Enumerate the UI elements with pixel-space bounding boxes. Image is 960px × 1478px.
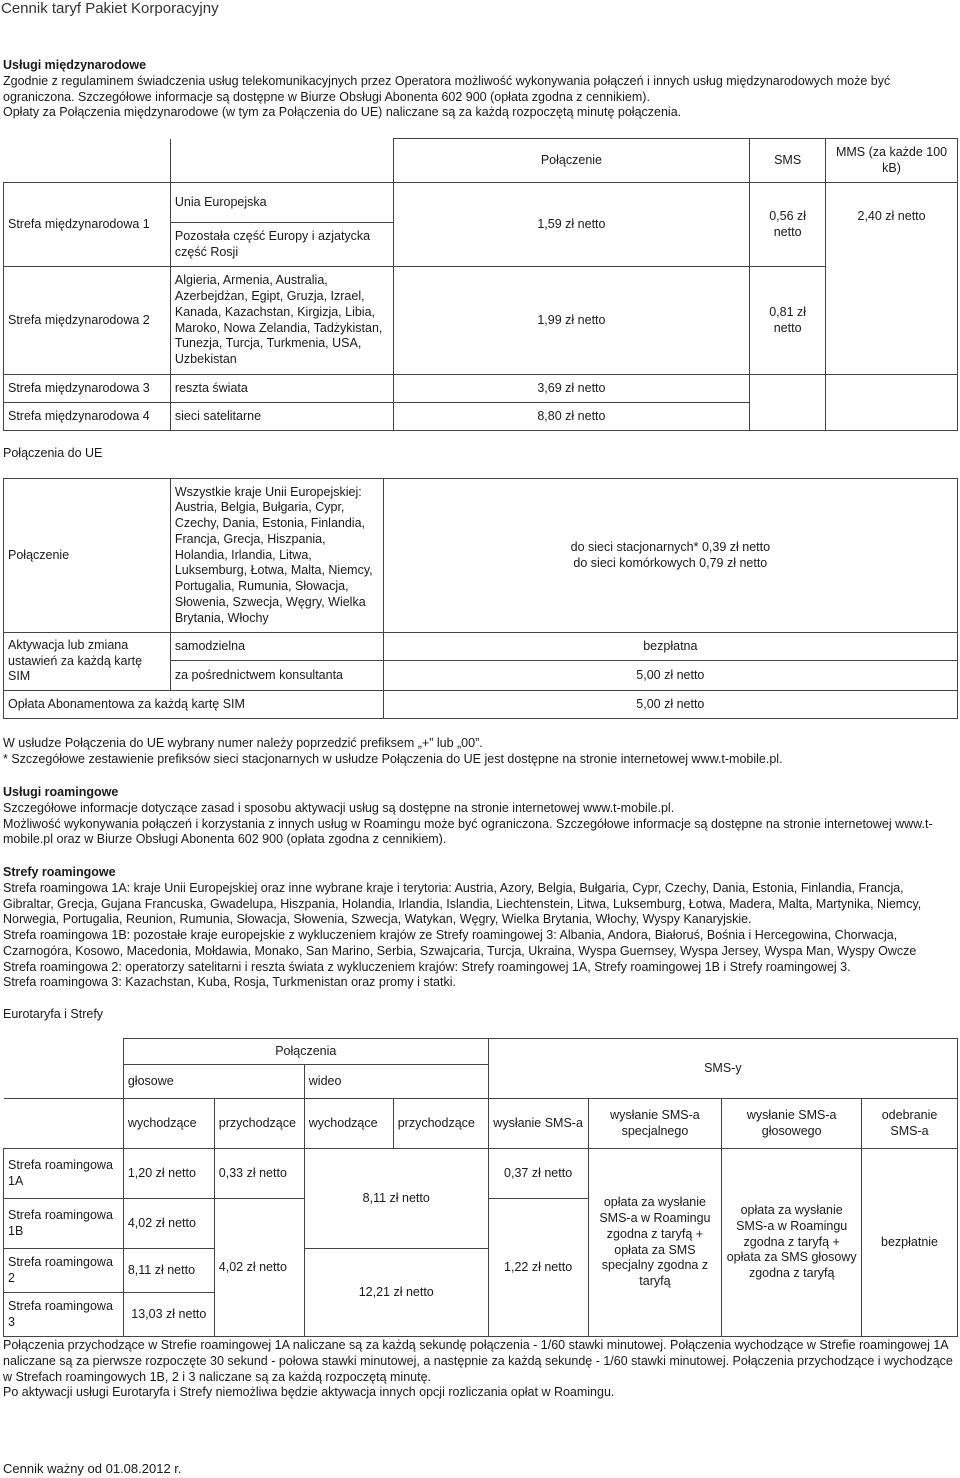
price: 4,02 zł netto: [214, 1199, 304, 1337]
receive-sms-price: bezpłatnie: [862, 1149, 958, 1337]
call-price: 1,59 zł netto: [393, 183, 750, 267]
section-heading: Usługi roamingowe: [3, 785, 119, 799]
zone-region: Pozostała część Europy i azjatycka część Rosji: [170, 223, 393, 267]
section-heading: Usługi międzynarodowe: [3, 58, 147, 72]
eurotariff-table: [3, 1038, 958, 1337]
call-price: 1,99 zł netto: [393, 267, 750, 375]
header-send-special-sms: wysłanie SMS-a specjalnego: [588, 1099, 722, 1149]
eurotariff-heading: Eurotaryfa i Strefy: [3, 1007, 104, 1021]
empty-cell: [750, 403, 826, 431]
eu-heading: Połączenia do UE: [3, 446, 103, 460]
price-mobile: do sieci komórkowych 0,79 zł netto: [573, 555, 768, 570]
header-voice: głosowe: [123, 1065, 304, 1099]
paragraph: Strefa roamingowa 1B: pozostałe kraje europejskie z wykluczeniem krajów ze Strefy roamingowej 3: Albania, Andora, Białoruś, Bośnia i Hercegowina, Chorwacja, Czarnogóra, Kosowo, Macedonia, Mołdawia, Monako, San Marino, Serbia, Szwajcaria, Turcja, Ukraina, Wyspa Guernsey, Wyspa Jersey, Wyspa Man, Wyspy Owcze: [3, 928, 917, 958]
empty-cell: [4, 1039, 124, 1099]
paragraph: Szczegółowe informacje dotyczące zasad i sposobu aktywacji usług są dostępne na stronie internetowej www.t-mobile.pl.: [3, 800, 675, 815]
call-price: 3,69 zł netto: [393, 375, 750, 403]
price: 8,11 zł netto: [304, 1149, 488, 1249]
paragraph: Strefa roamingowa 1A: kraje Unii Europejskiej oraz inne wybrane kraje i terytoria: Austria, Azory, Belgia, Bułgaria, Cypr, Czechy, Dania, Estonia, Finlandia, Francja, Gibraltar, Grecja, Gujana Francuska, Gwadelupa, Hiszpania, Holandia, Irlandia, Islandia, Liechtenstein, Litwa, Luksemburg, Łotwa, Madera, Malta, Martynika, Niemcy, Norwegia, Portugalia, Reunion, Rumunia, Słowacja, Słowenia, Szwecja, Watykan, Węgry, Wielka Brytania, Włochy, Wyspy Kanaryjskie.: [3, 880, 922, 927]
zone-region: sieci satelitarne: [170, 403, 393, 431]
eu-countries: Wszystkie kraje Unii Europejskiej: Austria, Belgia, Bułgaria, Cypr, Czechy, Dania, Estonia, Finlandia, Francja, Grecja, Hiszpania, Holandia, Irlandia, Litwa, Luksemburg, Łotwa, Malta, Niemcy, Portugalia, Rumunia, Słowacja, Słowenia, Szwecja, Węgry, Wielka Brytania, Włochy: [170, 479, 383, 633]
price-fixed: do sieci stacjonarnych* 0,39 zł netto: [570, 539, 771, 554]
header-sms: SMS-y: [488, 1039, 957, 1099]
empty-cell: [826, 403, 958, 431]
mms-price: 2,40 zł netto: [826, 183, 958, 375]
header-incoming: przychodzące: [393, 1099, 488, 1149]
header-send-sms: wysłanie SMS-a: [488, 1099, 588, 1149]
col-header-mms: MMS (za każde 100 kB): [826, 139, 958, 183]
header-outgoing: wychodzące: [123, 1099, 214, 1149]
roaming-zone: Strefa roamingowa 2: [4, 1249, 124, 1293]
activation-label: Aktywacja lub zmiana ustawień za każdą kartę SIM: [4, 633, 171, 691]
eu-calls-table: [3, 478, 958, 719]
paragraph: Strefa roamingowa 2: operatorzy satelitarni i reszta świata z wykluczeniem krajów: Strefy roamingowej 1A, Strefy roamingowej 1B i Strefy roamingowej 3.: [3, 959, 851, 974]
paragraph: Opłaty za Połączenia międzynarodowe (w tym za Połączenia do UE) naliczane są za każdą rozpoczętą minutę połączenia.: [3, 105, 682, 120]
fee-price: 5,00 zł netto: [383, 691, 957, 719]
eu-prices: [383, 479, 957, 633]
option-price: bezpłatna: [383, 633, 957, 661]
special-sms-price: opłata za wysłanie SMS-a w Roamingu zgodna z taryfą + opłata za SMS specjalny zgodna z taryfą: [588, 1149, 722, 1337]
price: 4,02 zł netto: [123, 1199, 214, 1249]
intl-services-section: [3, 58, 953, 121]
call-price: 8,80 zł netto: [393, 403, 750, 431]
intl-zones-table: [3, 138, 958, 431]
empty-cell: [170, 139, 393, 183]
roaming-zone: Strefa roamingowa 1B: [4, 1199, 124, 1249]
header-incoming: przychodzące: [214, 1099, 304, 1149]
zone-region: Unia Europejska: [170, 183, 393, 223]
note: Połączenia przychodzące w Strefie roamingowej 1A naliczane są za każdą sekundę połączenia - 1/60 stawki minutowej. Połączenia wychodzące w Strefie roamingowej 1A naliczane są za pierwsze rozpoczęte 30 sekund - połowa stawki minutowej, a następnie za każdą sekundę - 1/60 stawki minutowej. Połączenia przychodzące i wychodzące w Strefach roamingowych 1B, 2 i 3 naliczane są za każdą rozpoczętą minutę.: [3, 1338, 953, 1384]
price: 12,21 zł netto: [304, 1249, 488, 1337]
option-price: 5,00 zł netto: [383, 661, 957, 691]
option-label: samodzielna: [170, 633, 383, 661]
empty-cell: [826, 375, 958, 403]
validity-footer: Cennik ważny od 01.08.2012 r.: [3, 1461, 182, 1476]
header-outgoing: wychodzące: [304, 1099, 393, 1149]
price: 13,03 zł netto: [123, 1293, 214, 1337]
empty-cell: [4, 1099, 124, 1149]
col-header-sms: SMS: [750, 139, 826, 183]
note: * Szczegółowe zestawienie prefiksów sieci stacjonarnych w usłudze Połączenia do UE jest dostępne na stronie internetowej www.t-mobile.pl.: [3, 751, 783, 766]
zone-name: Strefa międzynarodowa 2: [4, 267, 171, 375]
zone-name: Strefa międzynarodowa 4: [4, 403, 171, 431]
price: 0,33 zł netto: [214, 1149, 304, 1199]
fee-label: Opłata Abonamentowa za każdą kartę SIM: [4, 691, 384, 719]
roaming-zone: Strefa roamingowa 3: [4, 1293, 124, 1337]
note: W usłudze Połączenia do UE wybrany numer należy poprzedzić prefiksem „+” lub „00”.: [3, 736, 483, 750]
page-title: Cennik taryf Pakiet Korporacyjny: [1, 0, 219, 17]
eurotariff-notes: [3, 1338, 953, 1401]
paragraph: Możliwość wykonywania połączeń i korzystania z innych usług w Roamingu może być ograniczona. Szczegółowe informacje są dostępne na stronie internetowej www.t-mobile.pl oraz w Biurze Obsługi Abonenta 602 900 (opłata zgodna z cennikiem).: [3, 816, 933, 847]
roaming-zone: Strefa roamingowa 1A: [4, 1149, 124, 1199]
price: 8,11 zł netto: [123, 1249, 214, 1293]
price: 1,22 zł netto: [488, 1199, 588, 1337]
zone-region: reszta świata: [170, 375, 393, 403]
header-calls: Połączenia: [123, 1039, 488, 1065]
header-receive-sms: odebranie SMS-a: [862, 1099, 958, 1149]
section-heading: Strefy roamingowe: [3, 865, 116, 879]
header-send-voice-sms: wysłanie SMS-a głosowego: [722, 1099, 862, 1149]
zone-region: Algieria, Armenia, Australia, Azerbejdżan, Egipt, Gruzja, Izrael, Kanada, Kazachstan, Kirgizja, Libia, Maroko, Nowa Zelandia, Tadżykistan, Tunezja, Turcja, Turkmenia, USA, Uzbekistan: [170, 267, 393, 375]
zone-name: Strefa międzynarodowa 1: [4, 183, 171, 267]
header-video: wideo: [304, 1065, 488, 1099]
zone-name: Strefa międzynarodowa 3: [4, 375, 171, 403]
voice-sms-price: opłata za wysłanie SMS-a w Roamingu zgodna z taryfą + opłata za SMS głosowy zgodna z taryfą: [722, 1149, 862, 1337]
roaming-services-section: [3, 785, 953, 848]
paragraph: Zgodnie z regulaminem świadczenia usług telekomunikacyjnych przez Operatora możliwość wykonywania połączeń i innych usług międzynarodowych może być ograniczona. Szczegółowe informacje są dostępne w Biurze Obsługi Abonenta 602 900 (opłata zgodna z cennikiem).: [3, 73, 891, 104]
price: 1,20 zł netto: [123, 1149, 214, 1199]
option-label: za pośrednictwem konsultanta: [170, 661, 383, 691]
note: Po aktywacji usługi Eurotaryfa i Strefy niemożliwa będzie aktywacja innych opcji rozliczania opłat w Roamingu.: [3, 1385, 615, 1400]
empty-cell: [750, 375, 826, 403]
empty-cell: [4, 139, 171, 183]
paragraph: Strefa roamingowa 3: Kazachstan, Kuba, Rosja, Turkmenistan oraz promy i statki.: [3, 975, 456, 990]
eu-notes: [3, 736, 953, 768]
sms-price: 0,81 zł netto: [750, 267, 826, 375]
roaming-zones-section: [3, 865, 953, 991]
col-header-call: Połączenie: [393, 139, 750, 183]
row-label: Połączenie: [4, 479, 171, 633]
price: 0,37 zł netto: [488, 1149, 588, 1199]
sms-price: 0,56 zł netto: [750, 183, 826, 267]
